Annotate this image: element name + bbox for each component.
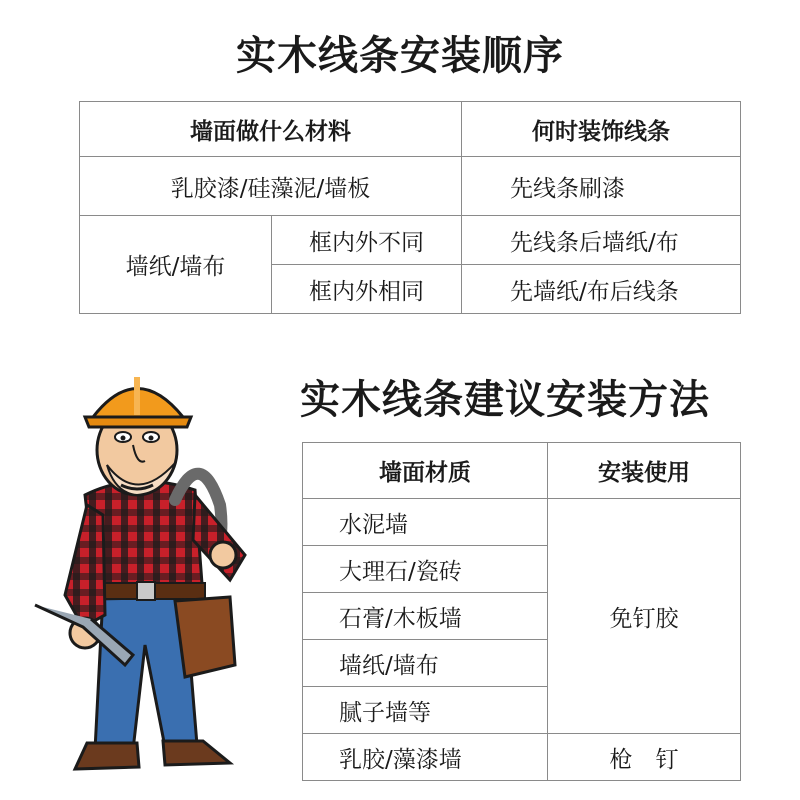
cell-method: 枪 钉 (548, 734, 741, 781)
cell-condition: 框内外相同 (272, 265, 462, 314)
section1-title: 实木线条安装顺序 (236, 33, 564, 79)
cell-material-group: 墙纸/墙布 (80, 216, 272, 314)
header-material: 墙面做什么材料 (80, 102, 462, 157)
cell-wall-material: 乳胶/藻漆墙 (303, 734, 548, 781)
cell-material: 乳胶漆/硅藻泥/墙板 (80, 157, 462, 216)
header-install-method: 安装使用 (548, 443, 741, 499)
header-wall-material: 墙面材质 (303, 443, 548, 499)
cell-wall-material: 大理石/瓷砖 (303, 546, 548, 593)
header-timing: 何时装饰线条 (462, 102, 741, 157)
cell-condition: 框内外不同 (272, 216, 462, 265)
cell-wall-material: 石膏/木板墙 (303, 593, 548, 640)
install-method-table (302, 442, 741, 781)
cell-wall-material: 水泥墙 (303, 499, 548, 546)
cell-wall-material: 腻子墙等 (303, 687, 548, 734)
cell-method: 免钉胶 (548, 499, 741, 734)
cell-timing: 先线条后墙纸/布 (462, 216, 741, 265)
cell-wall-material: 墙纸/墙布 (303, 640, 548, 687)
cell-timing: 先墙纸/布后线条 (462, 265, 741, 314)
cell-timing: 先线条刷漆 (462, 157, 741, 216)
worker-illustration (25, 365, 290, 785)
install-order-table (79, 101, 741, 314)
section2-title: 实木线条建议安装方法 (300, 377, 710, 423)
